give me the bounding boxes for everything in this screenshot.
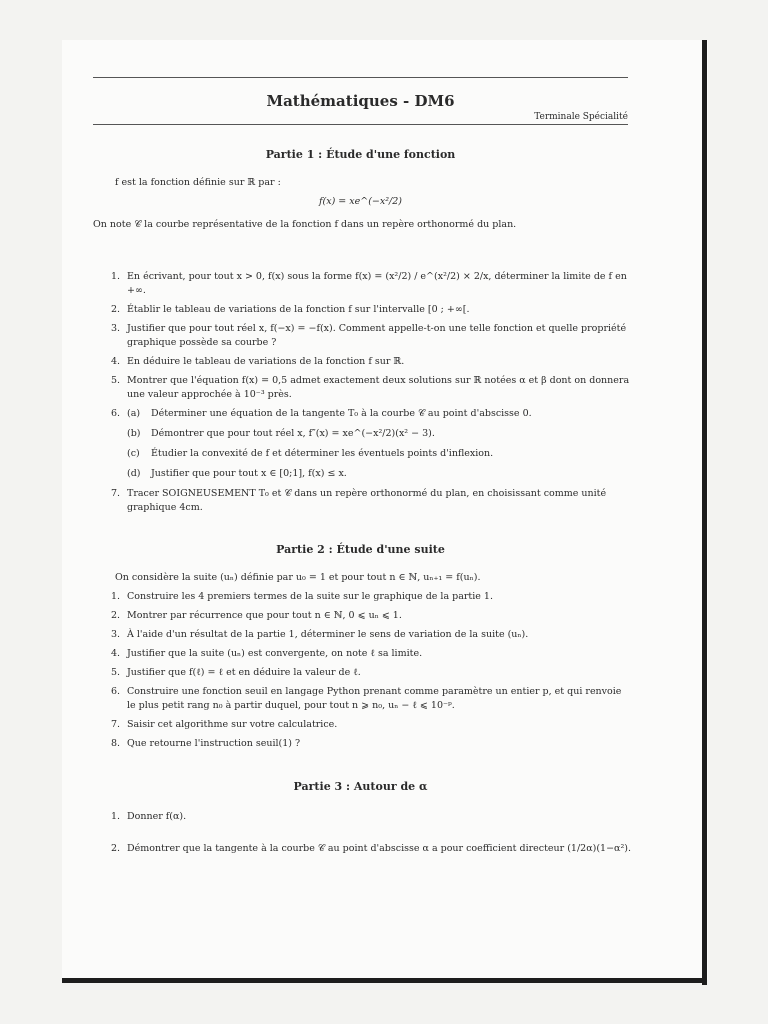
part2-question: 7. Saisir cet algorithme sur votre calculatrice. [111, 719, 338, 730]
part2-question: 4. Justifier que la suite (uₙ) est convergente, on note ℓ sa limite. [111, 648, 423, 659]
top-rule [93, 77, 628, 78]
part1-question: 1. En écrivant, pour tout x > 0, f(x) sous la forme f(x) = (x²/2) / e^(x²/2) × 2/x, déterminer la limite de f en +∞. [111, 271, 627, 296]
header-rule [93, 124, 628, 125]
part1-question: 3. Justifier que pour tout réel x, f(−x) = −f(x). Comment appelle-t-on une telle fonction et quelle propriété graphique possède sa courbe ? [111, 323, 627, 348]
part3-title: Partie 3 : Autour de α [293, 780, 428, 793]
part1-questions [111, 270, 631, 520]
part2-question: 1. Construire les 4 premiers termes de la suite sur le graphique de la partie 1. [111, 591, 493, 602]
part3-questions [111, 810, 651, 861]
part1-title: Partie 1 : Étude d'une fonction [265, 148, 456, 161]
subquestion: (a) Déterminer une équation de la tangente T₀ à la courbe 𝒞 au point d'abscisse 0. [127, 408, 532, 419]
function-formula: f(x) = xe^(−x²/2) [318, 196, 402, 207]
part1-question: 7. Tracer SOIGNEUSEMENT T₀ et 𝒞 dans un repère orthonormé du plan, en choisissant comme unité graphique 4cm. [111, 488, 607, 513]
part2-question: 8. Que retourne l'instruction seuil(1) ? [111, 738, 301, 749]
part1-question: 2. Établir le tableau de variations de la fonction f sur l'intervalle [0 ; +∞[. [111, 304, 470, 315]
page-title: Mathématiques - DM6 [266, 92, 455, 110]
subquestion: (c) Étudier la convexité de f et déterminer les éventuels points d'inflexion. [127, 448, 494, 459]
part2-intro: On considère la suite (uₙ) définie par u₀ = 1 et pour tout n ∈ ℕ, uₙ₊₁ = f(uₙ). [115, 572, 481, 583]
part2-question: 5. Justifier que f(ℓ) = ℓ et en déduire la valeur de ℓ. [111, 667, 361, 678]
page-edge-bottom [62, 978, 707, 983]
part1-note: On note 𝒞 la courbe représentative de la fonction f dans un repère orthonormé du plan. [93, 219, 517, 230]
part2-question: 6. Construire une fonction seuil en langage Python prenant comme paramètre un entier p, et qui renvoie le plus petit rang n₀ à partir duquel, pour tout n ⩾ n₀, uₙ − ℓ ⩽ 10⁻ᵖ. [111, 686, 622, 711]
part1-question: 4. En déduire le tableau de variations de la fonction f sur ℝ. [111, 356, 405, 367]
question6-subparts [127, 407, 631, 481]
part1-question: 6. (a) Déterminer une équation de la tangente T₀ à la courbe 𝒞 au point d'abscisse 0. (b) Démontrer que pour tout réel x, f″(x) = xe^(−x²/2)(x² − 3). (c) Étudier la convexité de f et déterminer les éventuels points d'inflexion. (d) Justifier que pour tout x ∈ [0;1], f(x) ≤ x. [111, 407, 631, 481]
part1-question: 5. Montrer que l'équation f(x) = 0,5 admet exactement deux solutions sur ℝ notées α et β dont on donnera une valeur approchée à 10⁻³ près. [111, 375, 630, 400]
class-level: Terminale Spécialité [534, 112, 628, 122]
part2-questions [111, 590, 631, 756]
part2-question: 2. Montrer par récurrence que pour tout n ∈ ℕ, 0 ⩽ uₙ ⩽ 1. [111, 610, 402, 621]
part3-question: 1. Donner f(α). [111, 811, 187, 822]
part2-question: 3. À l'aide d'un résultat de la partie 1, déterminer le sens de variation de la suite (uₙ). [111, 629, 529, 640]
part2-title: Partie 2 : Étude d'une suite [276, 543, 445, 556]
subquestion: (d) Justifier que pour tout x ∈ [0;1], f(x) ≤ x. [127, 468, 347, 479]
part1-intro: f est la fonction définie sur ℝ par : [115, 177, 281, 188]
page-edge-right [702, 40, 707, 985]
subquestion: (b) Démontrer que pour tout réel x, f″(x) = xe^(−x²/2)(x² − 3). [127, 428, 435, 439]
part3-question: 2. Démontrer que la tangente à la courbe 𝒞 au point d'abscisse α a pour coefficient directeur (1/2α)(1−α²). [111, 843, 631, 854]
